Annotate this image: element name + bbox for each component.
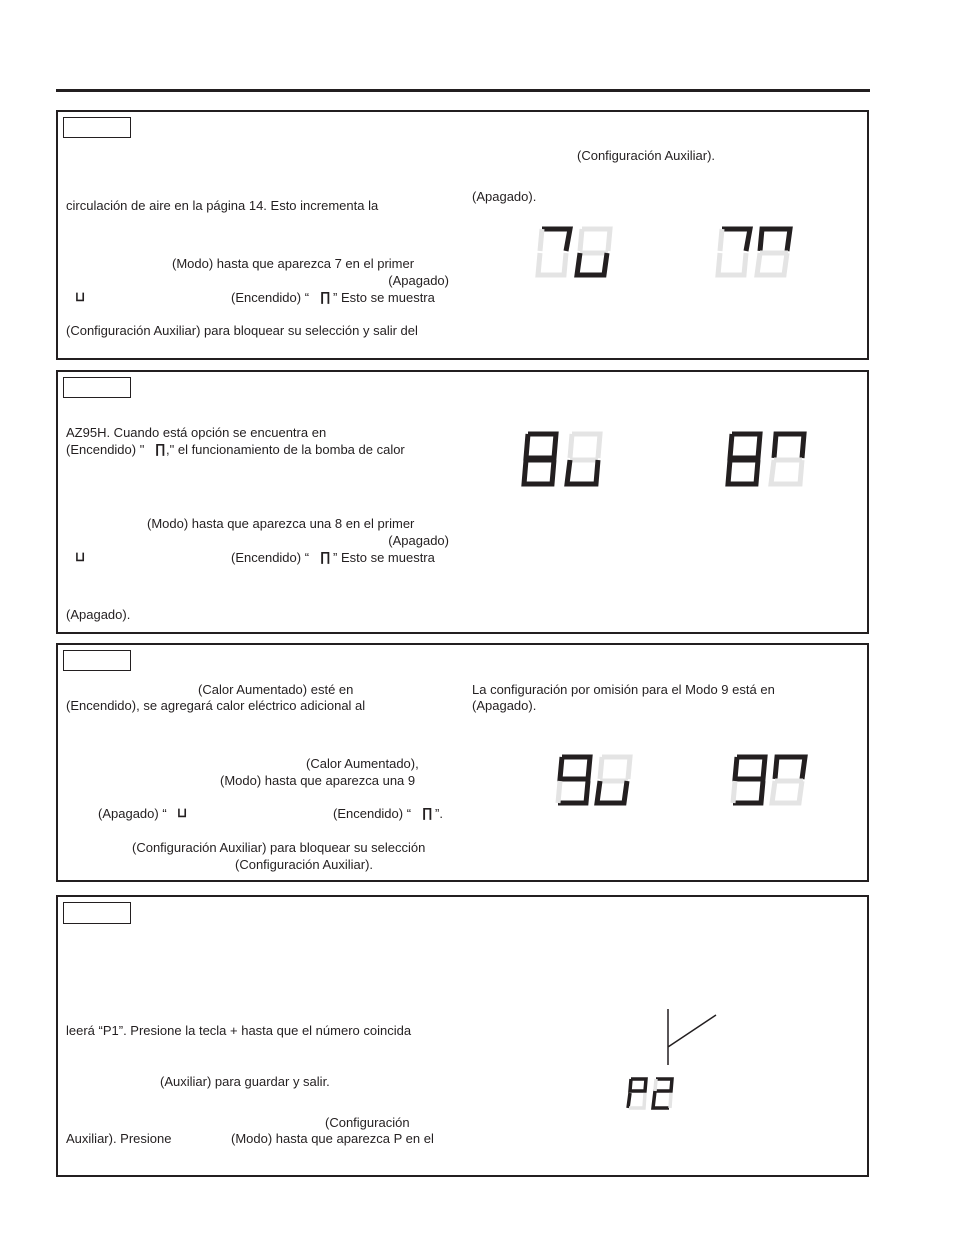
text-line: ” Esto se muestra [333,550,435,565]
mode-p-panel [56,895,869,1177]
display-8-off [524,432,614,488]
text-line: (Apagado). [66,607,131,622]
text-line: leerá “P1”. Presione la tecla + hasta que el número coincida [66,1023,412,1038]
text-line: circulación de aire en la página 14. Esto incrementa la [66,198,379,213]
text-line: AZ95H. Cuando está opción se encuentra en [66,425,327,440]
display-9-on [733,755,813,807]
display-9-off [558,755,638,807]
mode-tab-box [63,117,131,138]
on-symbol: ∏ [320,289,331,304]
text-line: ” Esto se muestra [333,290,435,305]
pointer-lines [658,1007,728,1067]
text-line: (Apagado) [388,273,449,288]
text-line: (Modo) hasta que aparezca una 9 [220,773,416,788]
text-line: (Configuración [325,1115,410,1130]
text-line: ”. [435,806,443,821]
text-line: (Modo) hasta que aparezca una 8 en el primer [147,516,415,531]
text-line: La configuración por omisión para el Modo 9 está en [472,682,775,697]
mode-9-panel [56,643,869,882]
on-symbol: ∏ [155,441,166,456]
text-line: (Encendido), se agregará calor eléctrico adicional al [66,698,366,713]
text-line: (Configuración Auxiliar). [235,857,374,872]
text-line: (Encendido) “ [231,550,310,565]
text-line: (Encendido) " [66,442,145,457]
text-line: (Encendido) “ [231,290,310,305]
text-line: (Configuración Auxiliar) para bloquear su selección [132,840,426,855]
text-line: Auxiliar). Presione [66,1131,172,1146]
text-line: (Configuración Auxiliar). [577,148,716,163]
text-line: (Apagado). [472,698,537,713]
text-line: (Apagado). [472,189,537,204]
text-line: (Apagado) [388,533,449,548]
mode-7-panel [56,110,869,360]
mode-tab-box [63,650,131,671]
text-line: (Modo) hasta que aparezca P en el [231,1131,434,1146]
text-line: ," el funcionamiento de la bomba de calor [166,442,405,457]
display-8-on [728,432,818,488]
text-line: (Calor Aumentado) esté en [198,682,354,697]
header-rule [56,89,870,92]
on-symbol: ∏ [422,805,433,820]
mode-tab-box [63,902,131,924]
text-line: (Encendido) “ [333,806,412,821]
text-line: (Configuración Auxiliar) para bloquear su selección y salir del [66,323,418,338]
off-symbol: ⊔ [177,805,188,820]
mode-8-panel [56,370,869,634]
on-symbol: ∏ [320,549,331,564]
display-7-off [538,227,618,279]
text-line: (Calor Aumentado), [306,756,419,771]
text-line: (Auxiliar) para guardar y salir. [160,1074,330,1089]
off-symbol: ⊔ [75,549,86,564]
text-line: (Modo) hasta que aparezca 7 en el primer [172,256,415,271]
display-7-on [718,227,798,279]
mode-tab-box [63,377,131,398]
off-symbol: ⊔ [75,289,86,304]
text-line: (Apagado) “ [98,806,167,821]
display-p2 [628,1077,680,1111]
